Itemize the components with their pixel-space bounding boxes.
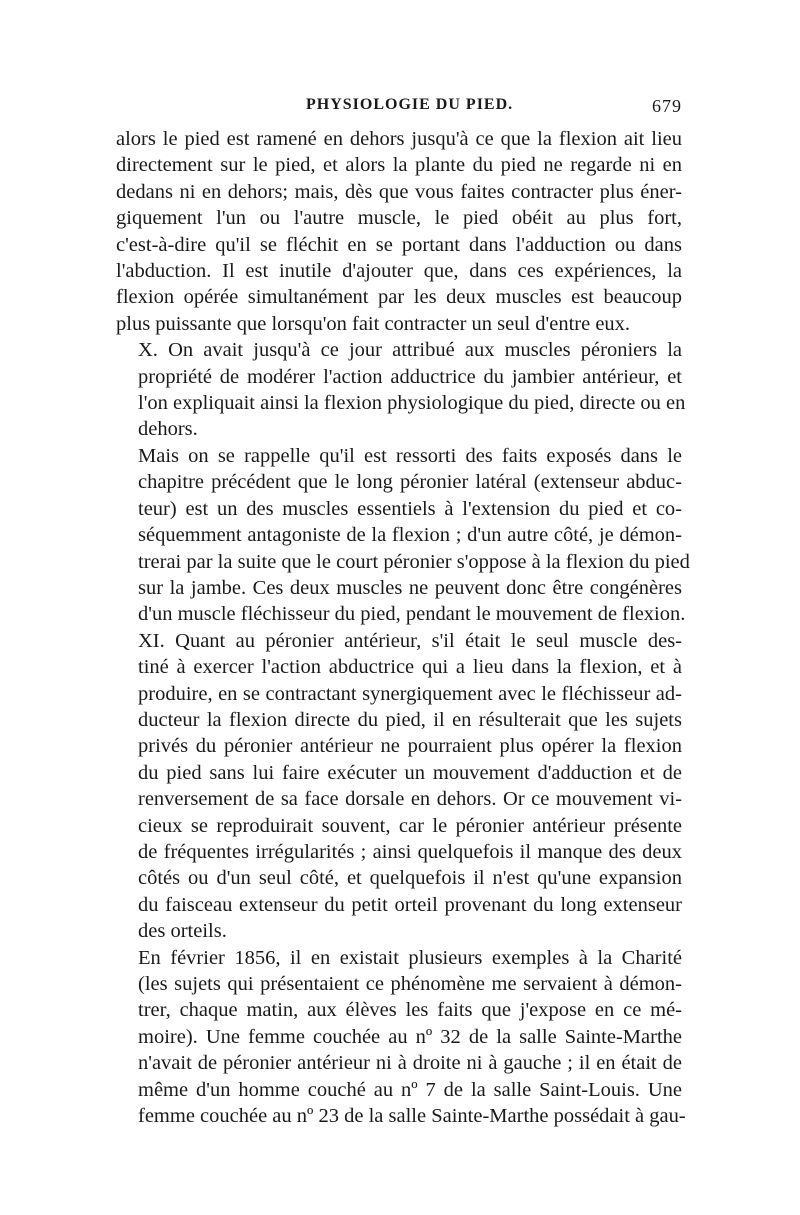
text-line: trer, chaque matin, aux élèves les faits que j'expose en ce mé- <box>138 999 682 1022</box>
text-line: tiné à exercer l'action abductrice qui a lieu dans la flexion, et à <box>138 656 682 679</box>
text-line: chapitre précédent que le long péronier latéral (extenseur abduc- <box>138 471 682 494</box>
text-line: renversement de sa face dorsale en dehors. Or ce mouvement vi- <box>138 788 682 811</box>
text-line: dedans ni en dehors; mais, dès que vous faites contracter plus éner- <box>116 180 682 203</box>
text-line: moire). Une femme couchée au nº 32 de la salle Sainte-Marthe <box>138 1025 682 1048</box>
text-line: plus puissante que lorsqu'on fait contracter un seul d'entre eux. <box>116 312 631 335</box>
text-line: X. On avait jusqu'à ce jour attribué aux muscles péroniers la <box>138 339 682 362</box>
paragraph-section-xi <box>116 628 682 945</box>
text-line: Mais on se rappelle qu'il est ressorti des faits exposés dans le <box>138 444 682 467</box>
text-line: propriété de modérer l'action adductrice du jambier antérieur, et <box>138 365 682 388</box>
text-line: du pied sans lui faire exécuter un mouvement d'adduction et de <box>138 761 682 784</box>
text-line: giquement l'un ou l'autre muscle, le pied obéit au plus fort, <box>116 207 682 230</box>
text-line: même d'un homme couché au nº 7 de la salle Saint-Louis. Une <box>138 1078 682 1101</box>
text-line: d'un muscle fléchisseur du pied, pendant le mouvement de flexion. <box>138 603 686 626</box>
text-line: c'est-à-dire qu'il se fléchit en se portant dans l'adduction ou dans <box>116 233 682 256</box>
text-line: trerai par la suite que le court péronier s'oppose à la flexion du pied <box>138 550 690 573</box>
paragraph-continuation <box>116 126 682 337</box>
text-line: du faisceau extenseur du petit orteil provenant du long extenseur <box>138 893 682 916</box>
text-line: dehors. <box>138 418 198 441</box>
text-line: privés du péronier antérieur ne pourraient plus opérer la flexion <box>138 735 682 758</box>
text-line: n'avait de péronier antérieur ni à droite ni à gauche ; il en était de <box>138 1052 682 1075</box>
text-line: ducteur la flexion directe du pied, il en résulterait que les sujets <box>138 708 682 731</box>
text-line: femme couchée au nº 23 de la salle Sainte-Marthe possédait à gau- <box>138 1105 686 1128</box>
text-line: flexion opérée simultanément par les deux muscles est beaucoup <box>116 286 682 309</box>
text-line: teur) est un des muscles essentiels à l'extension du pied et co- <box>138 497 682 520</box>
text-line: l'abduction. Il est inutile d'ajouter que, dans ces expériences, la <box>116 260 682 283</box>
text-line: directement sur le pied, et alors la plante du pied ne regarde ni en <box>116 154 682 177</box>
running-header <box>116 96 682 122</box>
page-number: 679 <box>652 96 682 116</box>
text-line: côtés ou d'un seul côté, et quelquefois il n'est qu'une expansion <box>138 867 682 890</box>
text-line: En février 1856, il en existait plusieurs exemples à la Charité <box>138 946 682 969</box>
text-line: alors le pied est ramené en dehors jusqu'à ce que la flexion ait lieu <box>116 128 682 150</box>
body-text <box>116 126 690 1129</box>
text-line: (les sujets qui présentaient ce phénomène me servaient à démon- <box>138 973 682 995</box>
book-page <box>116 96 690 1129</box>
text-line: cieux se reproduirait souvent, car le péronier antérieur présente <box>138 814 682 837</box>
text-line: produire, en se contractant synergiquement avec le fléchisseur ad- <box>138 682 682 705</box>
text-line: sur la jambe. Ces deux muscles ne peuvent donc être congénères <box>138 576 682 599</box>
text-line: XI. Quant au péronier antérieur, s'il était le seul muscle des- <box>138 629 682 652</box>
paragraph-peroniers <box>116 443 690 628</box>
text-line: de fréquentes irrégularités ; ainsi quelquefois il manque des deux <box>138 840 682 863</box>
text-line: l'on expliquait ainsi la flexion physiologique du pied, directe ou en <box>138 392 686 415</box>
paragraph-section-x <box>116 337 686 443</box>
running-title: PHYSIOLOGIE DU PIED. <box>306 96 514 113</box>
text-line: séquemment antagoniste de la flexion ; d'un autre côté, je démon- <box>138 524 682 547</box>
paragraph-fevrier-1856 <box>116 945 686 1130</box>
text-line: des orteils. <box>138 920 227 943</box>
